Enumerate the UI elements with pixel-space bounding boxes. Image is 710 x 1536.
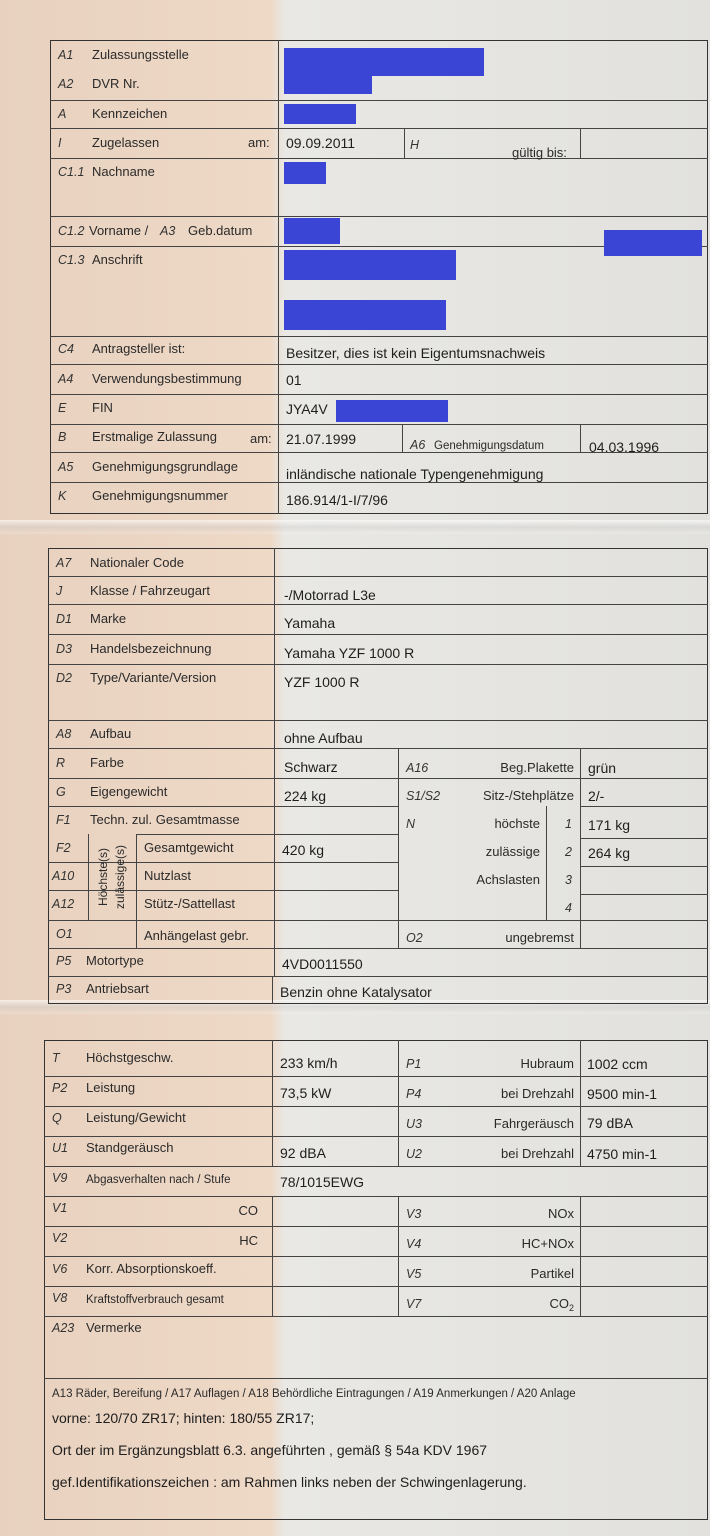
code-p3: P3 <box>56 982 72 996</box>
axle-2: 2 <box>565 845 572 859</box>
value-antriebsart: Benzin ohne Katalysator <box>280 984 432 1000</box>
redaction-block <box>284 48 484 76</box>
code-a7: A7 <box>56 556 72 570</box>
label-kennzeichen: Kennzeichen <box>92 106 168 121</box>
value-eigengewicht: 224 kg <box>284 788 327 804</box>
code-a16: A16 <box>406 761 429 775</box>
code-o1: O1 <box>56 927 73 941</box>
label-nachname: Nachname <box>92 164 155 179</box>
code-r: R <box>56 756 66 770</box>
redaction-block <box>284 162 326 184</box>
label-zulassungsstelle: Zulassungsstelle <box>92 47 189 62</box>
value-antragsteller: Besitzer, dies ist kein Eigentumsnachweis <box>286 345 546 361</box>
code-a23: A23 <box>52 1321 75 1335</box>
code-a12: A12 <box>52 897 75 911</box>
label-genehmigungsnummer: Genehmigungsnummer <box>92 488 228 503</box>
label-fin: FIN <box>92 400 113 415</box>
label-type: Type/Variante/Version <box>90 670 217 685</box>
label-hc-nox: HC+NOx <box>521 1236 574 1251</box>
axle-3: 3 <box>565 873 572 887</box>
code-u3: U3 <box>406 1117 422 1131</box>
label-hoechste: höchste <box>494 816 540 831</box>
redaction-block <box>284 300 446 330</box>
value-drehzahl: 9500 min-1 <box>587 1086 658 1102</box>
code-k: K <box>58 489 67 503</box>
label-gueltig-bis: gültig bis: <box>512 145 567 160</box>
code-c11: C1.1 <box>58 165 85 179</box>
label-ungebremst: ungebremst <box>505 930 574 945</box>
axle-1: 1 <box>565 817 572 831</box>
code-a3: A3 <box>160 224 176 238</box>
value-type: YZF 1000 R <box>284 674 360 690</box>
label-co2: $CO_2$ <box>549 1296 574 1313</box>
note-line: gef.Identifikationszeichen : am Rahmen links neben der Schwingenlagerung. <box>52 1474 527 1490</box>
value-gesamtgewicht: 420 kg <box>282 842 325 858</box>
code-q: Q <box>52 1111 62 1125</box>
code-v2: V2 <box>52 1231 68 1245</box>
label-standgeraeusch: Standgeräusch <box>86 1140 174 1155</box>
code-a1: A1 <box>58 48 74 62</box>
label-antragsteller: Antragsteller ist: <box>92 341 186 356</box>
code-v5: V5 <box>406 1267 422 1281</box>
note-line: vorne: 120/70 ZR17; hinten: 180/55 ZR17; <box>52 1410 315 1426</box>
code-p2: P2 <box>52 1081 68 1095</box>
code-f1: F1 <box>56 813 71 827</box>
code-i: I <box>58 136 62 150</box>
label-anhaengelast: Anhängelast gebr. <box>144 928 249 943</box>
value-axle-1: 171 kg <box>588 817 631 833</box>
code-a2: A2 <box>58 77 74 91</box>
code-v9: V9 <box>52 1171 68 1185</box>
label-nox: NOx <box>548 1206 574 1221</box>
code-v1: V1 <box>52 1201 68 1215</box>
label-bei-drehzahl-2: bei Drehzahl <box>501 1146 574 1161</box>
label-abgasverhalten: Abgasverhalten nach / Stufe <box>86 1174 231 1186</box>
label-hc: HC <box>239 1233 258 1248</box>
label-sitzplaetze: Sitz-/Stehplätze <box>482 788 574 803</box>
value-klasse: -/Motorrad L3e <box>284 587 376 603</box>
value-motortype: 4VD0011550 <box>282 956 363 972</box>
code-u1: U1 <box>52 1141 68 1155</box>
code-v8: V8 <box>52 1291 68 1305</box>
label-fahrgeraeusch: Fahrgeräusch <box>493 1116 574 1131</box>
redaction-block <box>284 250 456 280</box>
value-abgasverhalten: 78/1015EWG <box>280 1174 365 1190</box>
value-axle-2: 264 kg <box>588 845 631 861</box>
code-v7: V7 <box>406 1297 422 1311</box>
label-leistung-gewicht: Leistung/Gewicht <box>86 1110 186 1125</box>
code-d3: D3 <box>56 642 72 656</box>
label-am: am: <box>248 135 270 150</box>
label-kraftstoffverbrauch: Kraftstoffverbrauch gesamt <box>86 1294 224 1306</box>
note-line: Ort der im Ergänzungsblatt 6.3. angeführten , gemäß § 54a KDV 1967 <box>52 1442 488 1458</box>
value-sitzplaetze: 2/- <box>588 788 605 804</box>
label-achslasten: Achslasten <box>476 872 540 887</box>
code-a: A <box>58 107 67 121</box>
code-d1: D1 <box>56 612 72 626</box>
code-n: N <box>406 817 416 831</box>
code-v3: V3 <box>406 1207 422 1221</box>
value-handelsbezeichnung: Yamaha YZF 1000 R <box>284 645 415 661</box>
label-leistung: Leistung <box>86 1080 136 1095</box>
value-beg-plakette: grün <box>588 760 617 776</box>
paper-fold <box>0 520 710 534</box>
label-hoechstgeschw: Höchstgeschw. <box>86 1050 174 1065</box>
vertical-label-hoechste: Höchste(s) <box>96 848 110 907</box>
notes-header: A13 Räder, Bereifung / A17 Auflagen / A18 Behördliche Eintragungen / A19 Anmerkungen / A20 Anlage <box>52 1388 576 1400</box>
code-v4: V4 <box>406 1237 422 1251</box>
value-marke: Yamaha <box>284 615 336 631</box>
code-c4: C4 <box>58 342 74 356</box>
value-fin: JYA4V <box>286 401 328 417</box>
redaction-block <box>284 76 372 94</box>
label-farbe: Farbe <box>90 755 124 770</box>
label-dvr-nr: DVR Nr. <box>92 76 140 91</box>
axle-4: 4 <box>565 901 572 915</box>
code-p1: P1 <box>406 1057 422 1071</box>
label-anschrift: Anschrift <box>92 252 143 267</box>
label-nationaler-code: Nationaler Code <box>90 555 184 570</box>
value-drehzahl-2: 4750 min-1 <box>587 1146 658 1162</box>
label-vorname: Vorname / <box>89 223 149 238</box>
value-standgeraeusch: 92 dBA <box>280 1145 326 1161</box>
code-b: B <box>58 430 67 444</box>
code-g: G <box>56 785 66 799</box>
label-nutzlast: Nutzlast <box>144 868 191 883</box>
label-co: CO <box>238 1203 258 1218</box>
label-verwendung: Verwendungsbestimmung <box>92 371 242 386</box>
label-erstzulassung: Erstmalige Zulassung <box>92 429 217 444</box>
label-aufbau: Aufbau <box>90 726 132 741</box>
code-a6: A6 <box>410 438 426 452</box>
label-motortype: Motortype <box>86 953 144 968</box>
label-marke: Marke <box>90 611 127 626</box>
label-zulaessige: zulässige <box>485 844 540 859</box>
code-a10: A10 <box>52 869 75 883</box>
code-j: J <box>56 584 63 598</box>
label-beg-plakette: Beg.Plakette <box>500 760 574 775</box>
label-vermerke: Vermerke <box>86 1320 142 1335</box>
code-t: T <box>52 1051 60 1065</box>
value-erstzulassung-date: 21.07.1999 <box>286 431 357 447</box>
label-genehmigungsgrundlage: Genehmigungsgrundlage <box>92 459 238 474</box>
code-p4: P4 <box>406 1087 422 1101</box>
value-fahrgeraeusch: 79 dBA <box>587 1115 633 1131</box>
value-farbe: Schwarz <box>284 759 338 775</box>
label-stuetzlast: Stütz-/Sattellast <box>144 896 236 911</box>
code-u2: U2 <box>406 1147 422 1161</box>
value-verwendung: 01 <box>286 372 302 388</box>
code-a4: A4 <box>58 372 74 386</box>
code-a5: A5 <box>58 460 74 474</box>
code-a8: A8 <box>56 727 72 741</box>
value-genehmigungsnummer: 186.914/1-I/7/96 <box>286 492 388 508</box>
code-e: E <box>58 401 67 415</box>
value-aufbau: ohne Aufbau <box>284 730 363 746</box>
code-s1s2: S1/S2 <box>406 789 441 803</box>
label-eigengewicht: Eigengewicht <box>90 784 168 799</box>
value-genehmigungsgrundlage: inländische nationale Typengenehmigung <box>286 466 544 482</box>
redaction-block <box>604 230 702 256</box>
value-genehmigungsdatum: 04.03.1996 <box>589 439 660 455</box>
value-zugelassen-date: 09.09.2011 <box>286 135 356 151</box>
label-partikel: Partikel <box>530 1266 574 1281</box>
code-d2: D2 <box>56 671 72 685</box>
label-klasse: Klasse / Fahrzeugart <box>90 583 210 598</box>
code-f2: F2 <box>56 841 71 855</box>
redaction-block <box>284 104 356 124</box>
code-p5: P5 <box>56 954 72 968</box>
redaction-block <box>336 400 448 422</box>
code-o2: O2 <box>406 931 423 945</box>
label-bei-drehzahl: bei Drehzahl <box>501 1086 574 1101</box>
redaction-block <box>284 218 340 244</box>
label-genehmigungsdatum: Genehmigungsdatum <box>434 440 544 452</box>
label-antriebsart: Antriebsart <box>86 981 149 996</box>
label-geb-datum: Geb.datum <box>188 223 253 238</box>
code-h: H <box>410 138 420 152</box>
label-absorption: Korr. Absorptionskoeff. <box>86 1261 217 1276</box>
vertical-label-zulaessige: zulässige(s) <box>113 844 127 910</box>
value-hoechstgeschw: 233 km/h <box>280 1055 338 1071</box>
value-hubraum: 1002 ccm <box>587 1056 648 1072</box>
label-zugelassen: Zugelassen <box>92 135 160 150</box>
label-am: am: <box>250 431 272 446</box>
code-c12: C1.2 <box>58 224 85 238</box>
value-leistung: 73,5 kW <box>280 1085 332 1101</box>
label-gesamtgewicht: Gesamtgewicht <box>144 840 234 855</box>
code-c13: C1.3 <box>58 253 85 267</box>
label-handelsbezeichnung: Handelsbezeichnung <box>90 641 212 656</box>
label-gesamtmasse: Techn. zul. Gesamtmasse <box>90 812 240 827</box>
label-hubraum: Hubraum <box>520 1056 574 1071</box>
code-v6: V6 <box>52 1262 68 1276</box>
